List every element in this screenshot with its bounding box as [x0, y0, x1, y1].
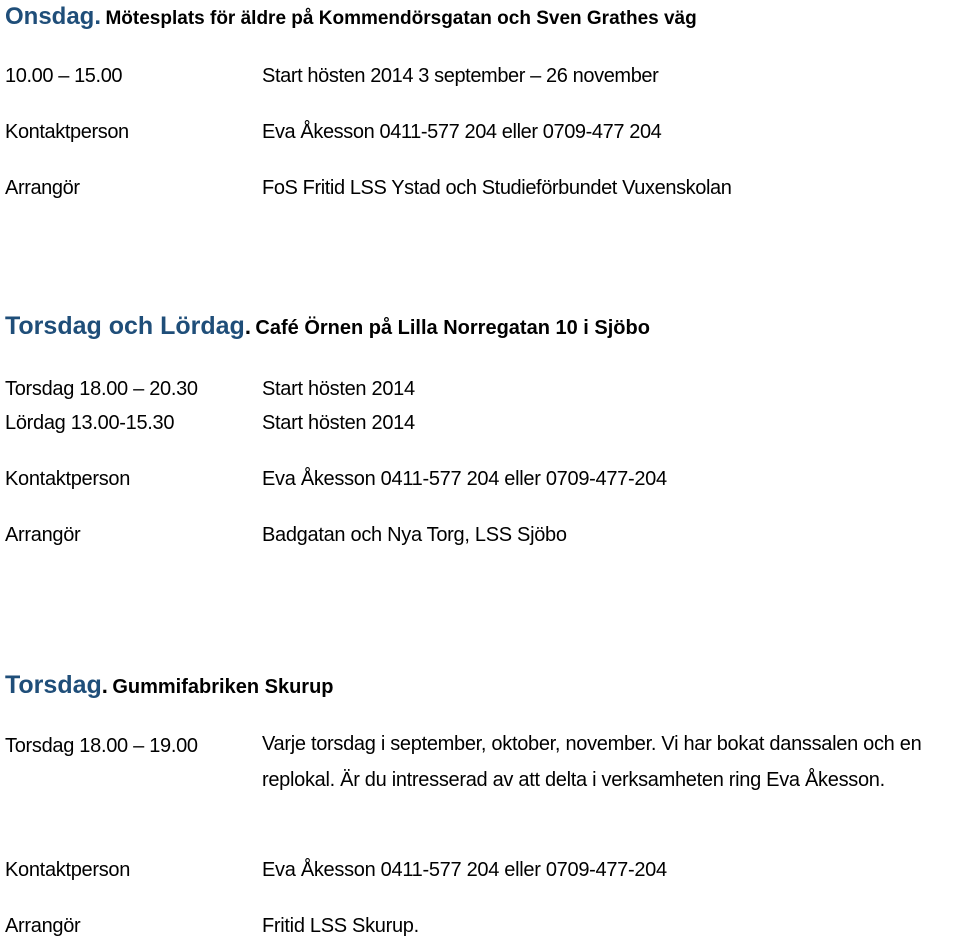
- section-heading: [5, 5, 697, 29]
- organizer-value: Badgatan och Nya Torg, LSS Sjöbo: [262, 524, 567, 546]
- contact-value: Eva Åkesson 0411-577 204 eller 0709-477 204: [262, 121, 662, 143]
- time-value: Start hösten 2014: [262, 378, 415, 400]
- contact-label: Kontaktperson: [5, 121, 129, 143]
- time-label: Lördag 13.00-15.30: [5, 412, 175, 434]
- section-heading: [5, 673, 334, 698]
- time-label: Torsdag 18.00 – 20.30: [5, 378, 198, 400]
- description-value: Varje torsdag i september, oktober, november. Vi har bokat danssalen och en replokal. Är du intresserad av att delta i verksamheten ring Eva Åkesson.: [262, 733, 922, 791]
- time-value: Start hösten 2014 3 september – 26 november: [262, 65, 659, 87]
- time-label: 10.00 – 15.00: [5, 65, 123, 87]
- organizer-label: Arrangör: [5, 177, 80, 199]
- organizer-value: FoS Fritid LSS Ystad och Studieförbundet Vuxenskolan: [262, 177, 732, 199]
- time-value: Start hösten 2014: [262, 412, 415, 434]
- contact-value: Eva Åkesson 0411-577 204 eller 0709-477-204: [262, 468, 667, 490]
- contact-value: Eva Åkesson 0411-577 204 eller 0709-477-204: [262, 859, 667, 881]
- heading-day: Torsdag och Lördag: [5, 312, 245, 340]
- organizer-value: Fritid LSS Skurup.: [262, 915, 419, 937]
- heading-dot: .: [101, 673, 108, 698]
- organizer-label: Arrangör: [5, 524, 81, 546]
- contact-label: Kontaktperson: [5, 859, 131, 881]
- heading-dot: .: [244, 314, 251, 339]
- heading-place: Gummifabriken Skurup: [112, 676, 334, 698]
- time-label: Torsdag 18.00 – 19.00: [5, 735, 198, 757]
- heading-place: Café Örnen på Lilla Norregatan 10 i Sjöbo: [255, 317, 650, 339]
- contact-label: Kontaktperson: [5, 468, 131, 490]
- organizer-label: Arrangör: [5, 915, 81, 937]
- heading-place: Mötesplats för äldre på Kommendörsgatan och Sven Grathes väg: [105, 8, 697, 29]
- section-heading: [5, 314, 650, 339]
- heading-day: Torsdag: [5, 671, 102, 699]
- heading-day: Onsdag.: [5, 3, 102, 30]
